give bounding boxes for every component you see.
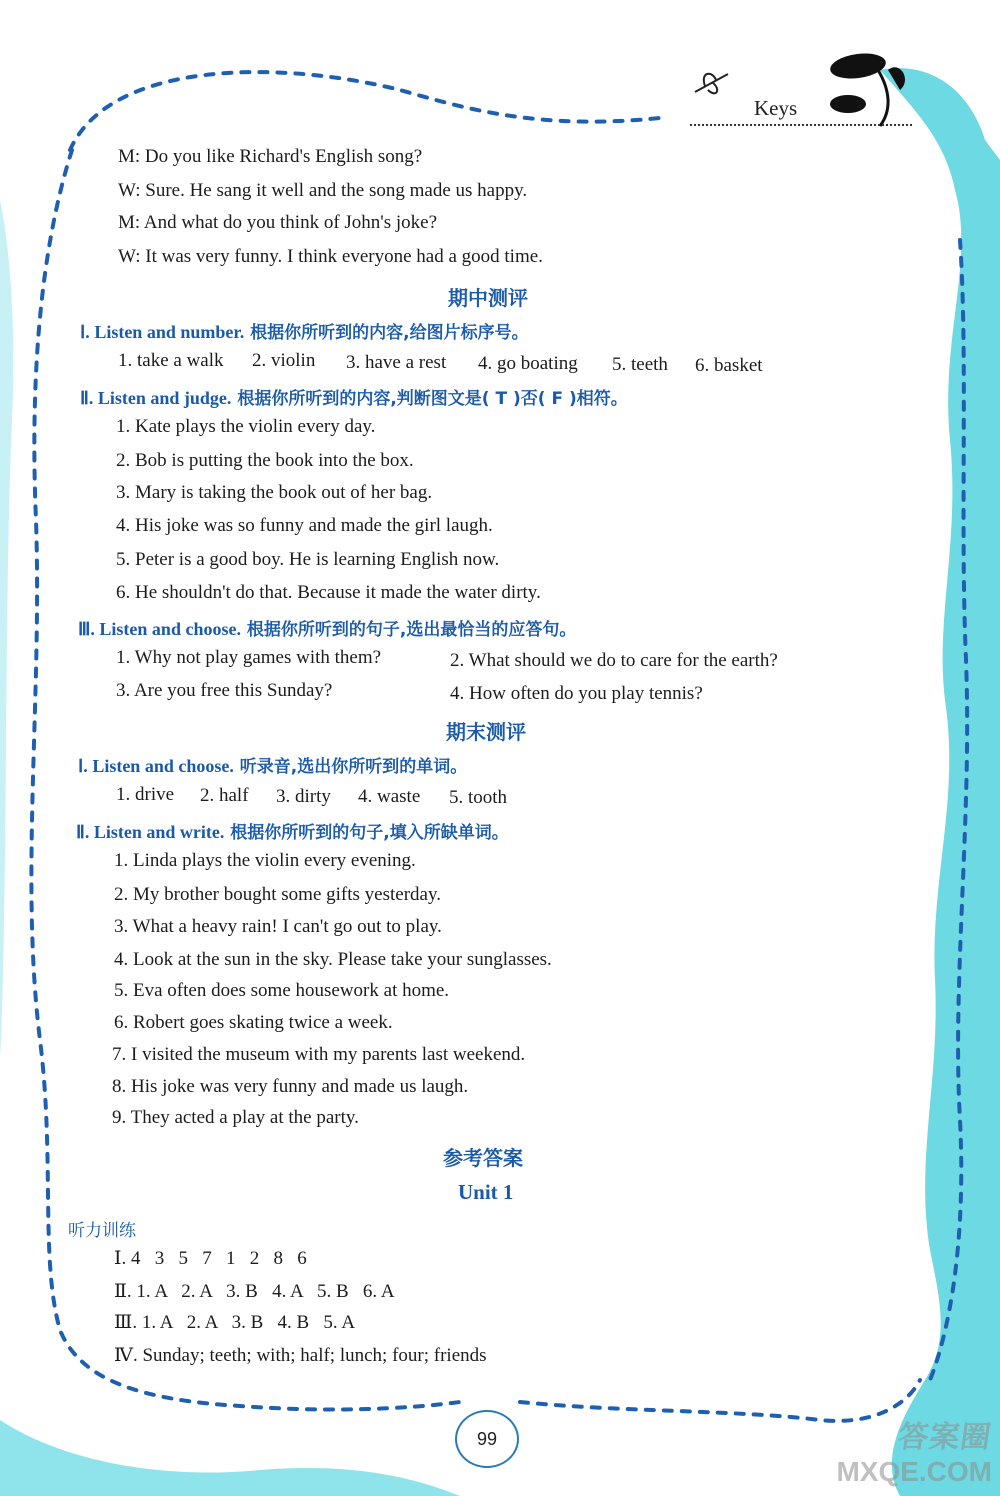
heading-en: Listen and choose. — [94, 619, 241, 639]
list-item: 1. Kate plays the violin every day. — [116, 416, 376, 437]
cyan-sidebar-shape — [880, 68, 1000, 1496]
heading-cn: 听录音,选出你所听到的单词。 — [233, 757, 468, 777]
list-item: 3. dirty — [276, 786, 331, 807]
roman-numeral: Ⅰ. — [80, 322, 90, 342]
list-item: 5. Eva often does some housework at home. — [114, 980, 450, 1001]
list-item: 1. drive — [116, 784, 175, 805]
lily-leaves-icon — [829, 50, 905, 126]
list-item: 8. His joke was very funny and made us laugh. — [112, 1076, 469, 1097]
list-item: 2. My brother bought some gifts yesterday. — [114, 884, 441, 905]
unit-title: Unit 1 — [458, 1180, 514, 1204]
roman-numeral: Ⅱ. — [76, 822, 90, 842]
list-item: 4. His joke was so funny and made the girl laugh. — [116, 515, 493, 536]
list-item: 6. basket — [695, 355, 763, 376]
answer-row: Ⅱ. 1. A 2. A 3. B 4. A 5. B 6. A — [114, 1281, 395, 1302]
heading-cn: 根据你所听到的句子,选出最恰当的应答句。 — [240, 620, 577, 640]
list-item: 6. He shouldn't do that. Because it made the water dirty. — [116, 582, 541, 603]
list-item: 4. Look at the sun in the sky. Please take your sunglasses. — [114, 949, 552, 970]
list-item: 2. violin — [252, 350, 316, 371]
header-keys-label: Keys — [754, 96, 798, 120]
heading-en: Listen and write. — [89, 822, 225, 842]
list-item: 3. What a heavy rain! I can't go out to play. — [114, 916, 442, 937]
watermark-url: MXQE.COM — [836, 1456, 992, 1487]
list-item: 5. teeth — [612, 354, 668, 375]
dialogue-line: W: Sure. He sang it well and the song made us happy. — [118, 180, 528, 201]
heading-cn: 根据你所听到的内容,给图片标序号。 — [244, 323, 529, 343]
list-item: 2. What should we do to care for the earth? — [450, 650, 778, 671]
watermark-logo: 答案圈 — [896, 1421, 994, 1454]
heading-en: Listen and judge. — [93, 388, 232, 408]
midterm-q3-heading — [78, 615, 576, 640]
dialogue-line: W: It was very funny. I think everyone had a good time. — [118, 246, 543, 267]
cyan-left-shape — [0, 200, 13, 1060]
list-item: 9. They acted a play at the party. — [112, 1107, 359, 1128]
cyan-bottom-shape — [0, 1420, 460, 1496]
list-item: 6. Robert goes skating twice a week. — [114, 1012, 393, 1033]
roman-numeral: Ⅲ. — [78, 619, 95, 639]
list-item: 5. Peter is a good boy. He is learning English now. — [116, 549, 500, 570]
list-item: 3. Are you free this Sunday? — [116, 680, 333, 701]
roman-numeral: Ⅰ. — [78, 756, 88, 776]
dialogue-line: M: Do you like Richard's English song? — [118, 146, 423, 167]
heading-en: Listen and number. — [89, 322, 245, 342]
midterm-title: 期中测评 — [448, 286, 528, 310]
midterm-q1-heading — [80, 318, 529, 343]
list-item: 2. half — [200, 785, 249, 806]
heading-cn: 根据你所听到的内容,判断图文是( T )否( F )相符。 — [231, 389, 628, 409]
answers-title: 参考答案 — [443, 1146, 523, 1170]
final-q2-heading — [76, 818, 509, 843]
answer-row: Ⅲ. 1. A 2. A 3. B 4. B 5. A — [114, 1312, 356, 1333]
list-item: 7. I visited the museum with my parents last weekend. — [112, 1044, 526, 1065]
heading-en: Listen and choose. — [87, 756, 234, 776]
list-item: 3. have a rest — [346, 352, 447, 373]
midterm-q2-heading — [80, 384, 628, 409]
answer-row: Ⅳ. Sunday; teeth; with; half; lunch; four; friends — [114, 1345, 487, 1366]
list-item: 5. tooth — [449, 787, 508, 808]
list-item: 4. How often do you play tennis? — [450, 683, 703, 704]
list-item: 2. Bob is putting the book into the box. — [116, 450, 414, 471]
final-title: 期末测评 — [446, 720, 526, 744]
dragonfly-icon — [695, 74, 728, 94]
final-q1-heading — [78, 752, 467, 777]
list-item: 3. Mary is taking the book out of her bag. — [116, 482, 433, 503]
heading-cn: 根据你所听到的句子,填入所缺单词。 — [224, 823, 509, 843]
page-number: 99 — [455, 1410, 519, 1468]
listening-subtitle: 听力训练 — [68, 1221, 136, 1241]
list-item: 1. take a walk — [118, 350, 224, 371]
roman-numeral: Ⅱ. — [80, 388, 94, 408]
list-item: 4. go boating — [478, 353, 578, 374]
answer-row: Ⅰ. 4 3 5 7 1 2 8 6 — [114, 1248, 307, 1269]
list-item: 4. waste — [358, 786, 421, 807]
list-item: 1. Why not play games with them? — [116, 647, 382, 668]
dashed-frame — [31, 72, 967, 1421]
header-dotted-rule — [690, 124, 912, 126]
dialogue-line: M: And what do you think of John's joke? — [118, 212, 438, 233]
list-item: 1. Linda plays the violin every evening. — [114, 850, 416, 871]
